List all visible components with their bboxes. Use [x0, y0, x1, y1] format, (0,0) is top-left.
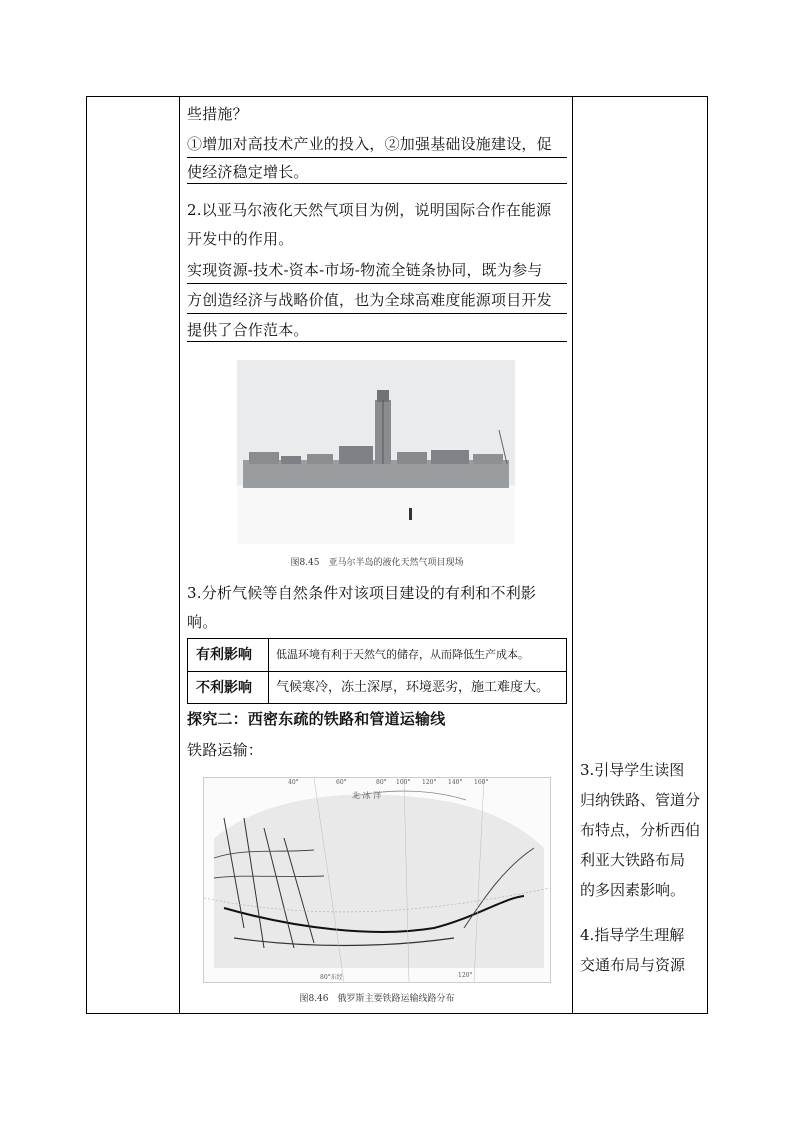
russia-railway-map [203, 777, 551, 983]
favorable-impact-label: 有利影响 [196, 647, 252, 663]
longitude-top-6: 160° [474, 779, 489, 786]
lng-site-illustration [237, 360, 515, 544]
arctic-ocean-label: 北 冰 洋 [352, 791, 382, 800]
answer-2-underline [187, 341, 567, 342]
answer-2-line-2: 方创造经济与战略价值，也为全球高难度能源项目开发 [187, 287, 567, 314]
section-2-heading: 探究二：西密东疏的铁路和管道运输线 [187, 710, 446, 728]
note-3-line-5: 的多因素影响。 [580, 881, 686, 899]
longitude-top-5: 140° [448, 779, 463, 786]
answer-2-line-3: 提供了合作范本。 [187, 321, 309, 339]
answer-2-line-1: 实现资源-技术-资本-市场-物流全链条协同，既为参与 [187, 257, 567, 284]
lesson-plan-table [86, 96, 708, 1014]
answer-1-line-1: ①增加对高技术产业的投入，②加强基础设施建设，促 [187, 131, 567, 158]
question-1-tail: 些措施？ [187, 105, 248, 123]
longitude-top-3: 100° [396, 779, 411, 786]
unfavorable-impact-value: 气候寒冷，冻土深厚，环境恶劣，施工难度大。 [276, 680, 550, 695]
longitude-top-1: 60° [336, 779, 347, 786]
note-3-line-2: 归纳铁路、管道分 [580, 791, 701, 809]
favorable-impact-value: 低温环境有利于天然气的储存，从而降低生产成本。 [276, 648, 529, 661]
question-2-line-2: 开发中的作用。 [187, 230, 294, 248]
impact-table [187, 638, 567, 704]
lng-project-photo [237, 360, 515, 544]
note-3-line-1: 3.引导学生读图 [580, 761, 685, 779]
answer-1-underline [187, 183, 567, 184]
question-3-line-2: 响。 [187, 613, 218, 631]
note-4-line-2: 交通布局与资源 [580, 956, 686, 974]
longitude-bottom-0: 80°东经 [320, 974, 343, 981]
longitude-bottom-1: 120° [458, 972, 473, 979]
longitude-top-2: 80° [376, 779, 387, 786]
figure-8-45-caption: 图8.45 亚马尔半岛的液化天然气项目现场 [290, 558, 464, 568]
longitude-top-4: 120° [422, 779, 437, 786]
railway-map-illustration [204, 778, 550, 982]
figure-8-46-caption: 图8.46 俄罗斯主要铁路运输线路分布 [299, 994, 455, 1004]
column-divider-2 [572, 97, 573, 1013]
question-3-line-1: 3.分析气候等自然条件对该项目建设的有利和不利影 [187, 584, 537, 602]
question-2-line-1: 2.以亚马尔液化天然气项目为例，说明国际合作在能源 [187, 201, 552, 219]
unfavorable-impact-label: 不利影响 [196, 680, 252, 696]
railway-label: 铁路运输： [187, 741, 264, 759]
note-3-line-4: 利亚大铁路布局 [580, 851, 686, 869]
column-divider-1 [179, 97, 180, 1013]
answer-1-line-2: 使经济稳定增长。 [187, 163, 309, 181]
note-4-line-1: 4.指导学生理解 [580, 926, 685, 944]
note-3-line-3: 布特点，分析西伯 [580, 821, 701, 839]
longitude-top-0: 40° [288, 779, 299, 786]
